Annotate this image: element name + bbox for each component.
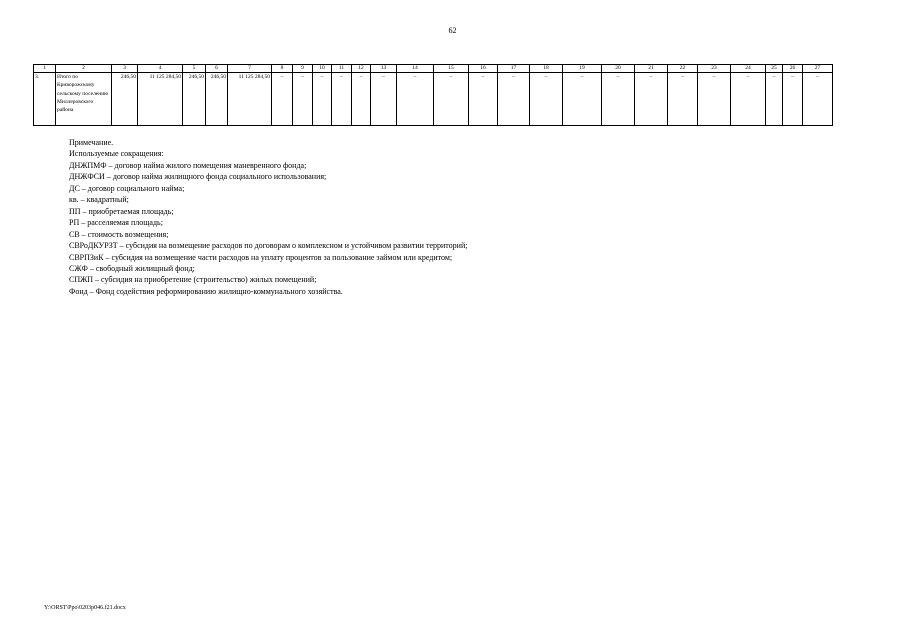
data-table [33,64,833,126]
column-header: 23 [698,65,731,73]
column-header: 11 [332,65,352,73]
column-header: 13 [371,65,397,73]
abbreviation-item: СВ – стоимость возмещения; [69,229,169,239]
abbreviation-item: Фонд – Фонд содействия реформированию жилищно-коммунального хозяйства. [69,286,343,296]
column-header: 6 [206,65,228,73]
notes-title: Примечание. [69,138,114,147]
abbreviation-item: СЖФ – свободный жилищный фонд; [69,263,195,273]
abbreviation-item: СПЖП – субсидия на приобретение (строительство) жилых помещений; [69,275,317,285]
value-cell: – [469,73,498,126]
value-cell: 246,50 [112,73,138,126]
row-number-cell: 3. [34,73,56,126]
abbreviation-item: ПП – приобретаемая площадь; [69,206,174,216]
abbreviation-item: РП – расселяемая площадь; [69,218,163,228]
table-header-row [34,65,833,73]
column-header: 10 [313,65,332,73]
value-cell: – [332,73,352,126]
column-header: 9 [293,65,313,73]
value-cell: – [293,73,313,126]
column-header: 16 [469,65,498,73]
value-cell: – [530,73,563,126]
column-header: 4 [138,65,183,73]
notes-intro: Используемые сокращения: [69,149,164,159]
abbreviation-item: СВРПЗиК – субсидия на возмещение части расходов на уплату процентов за пользование займом или кредитом; [69,252,453,262]
abbreviation-list [69,160,467,297]
column-header: 25 [766,65,783,73]
column-header: 18 [530,65,563,73]
value-cell: – [766,73,783,126]
abbreviation-item: ДНЖФСИ – договор найма жилищного фонда социального использования; [69,172,327,182]
value-cell: – [803,73,833,126]
page-number: 62 [448,26,457,35]
value-cell: – [498,73,530,126]
value-cell: – [563,73,602,126]
column-header: 7 [228,65,272,73]
value-cell: – [698,73,731,126]
column-header: 14 [397,65,434,73]
column-header: 19 [563,65,602,73]
column-header: 5 [183,65,206,73]
column-header: 21 [635,65,668,73]
column-header: 15 [434,65,469,73]
value-cell: – [371,73,397,126]
value-cell: – [272,73,293,126]
column-header: 17 [498,65,530,73]
value-cell: – [313,73,332,126]
value-cell: – [783,73,803,126]
column-header: 2 [56,65,112,73]
abbreviation-item: ДС – договор социального найма; [69,183,185,193]
value-cell: – [352,73,371,126]
column-header: 26 [783,65,803,73]
column-header: 12 [352,65,371,73]
column-header: 20 [602,65,635,73]
value-cell: – [397,73,434,126]
value-cell: 246,50 [206,73,228,126]
file-path-footer: Y:\ORST\Ppo\0203p046.f21.docx [44,605,126,611]
value-cell: – [602,73,635,126]
value-cell: – [635,73,668,126]
value-cell: – [434,73,469,126]
value-cell: 246,50 [183,73,206,126]
column-header: 8 [272,65,293,73]
column-header: 24 [731,65,766,73]
value-cell: 11 125 284,50 [138,73,183,126]
value-cell: 11 125 284,50 [228,73,272,126]
abbreviation-item: кв. – квадратный; [69,195,129,205]
row-name-cell: Итого по Криворожскому сельскому поселению Миллеровского района [56,73,112,126]
column-header: 3 [112,65,138,73]
column-header: 22 [668,65,698,73]
column-header: 1 [34,65,56,73]
abbreviation-item: ДНЖПМФ – договор найма жилого помещения маневренного фонда; [69,160,307,170]
notes-section [69,137,467,297]
abbreviation-item: СВРоДКУРЗТ – субсидия на возмещение расходов по договорам о комплексном и устойчивом развитии территорий; [69,241,468,251]
value-cell: – [668,73,698,126]
column-header: 27 [803,65,833,73]
value-cell: – [731,73,766,126]
table-row [34,73,833,126]
